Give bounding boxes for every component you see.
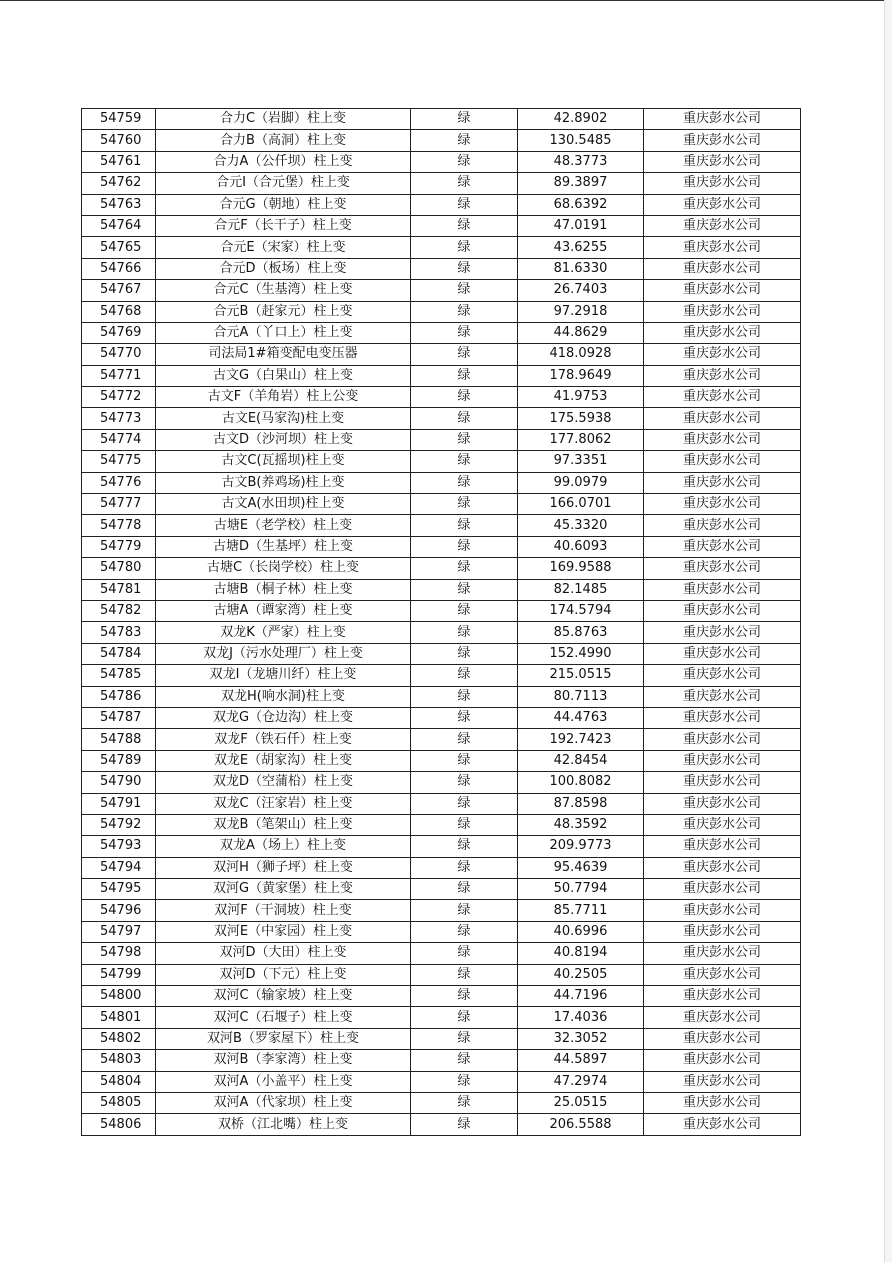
table-row <box>82 472 801 493</box>
cell-name: 古文G（白果山）柱上变 <box>156 365 411 386</box>
table-row <box>82 729 801 750</box>
cell-color: 绿 <box>411 387 518 408</box>
cell-value: 99.0979 <box>518 472 644 493</box>
cell-company: 重庆彭水公司 <box>644 515 801 536</box>
cell-value: 42.8454 <box>518 750 644 771</box>
cell-value: 97.2918 <box>518 301 644 322</box>
cell-color: 绿 <box>411 215 518 236</box>
cell-company: 重庆彭水公司 <box>644 1071 801 1092</box>
cell-name: 古塘B（桐子林）柱上变 <box>156 579 411 600</box>
cell-color: 绿 <box>411 151 518 172</box>
cell-id: 54763 <box>82 194 156 215</box>
table-row <box>82 322 801 343</box>
cell-color: 绿 <box>411 643 518 664</box>
cell-id: 54794 <box>82 857 156 878</box>
cell-id: 54780 <box>82 558 156 579</box>
cell-value: 209.9773 <box>518 836 644 857</box>
table-row <box>82 964 801 985</box>
table-row <box>82 986 801 1007</box>
table-row <box>82 387 801 408</box>
cell-name: 古塘A（谭家湾）柱上变 <box>156 600 411 621</box>
cell-id: 54800 <box>82 986 156 1007</box>
cell-company: 重庆彭水公司 <box>644 1028 801 1049</box>
cell-id: 54771 <box>82 365 156 386</box>
table-row <box>82 258 801 279</box>
cell-company: 重庆彭水公司 <box>644 729 801 750</box>
cell-company: 重庆彭水公司 <box>644 836 801 857</box>
cell-id: 54789 <box>82 750 156 771</box>
table-row <box>82 494 801 515</box>
cell-name: 合力C（岩脚）柱上变 <box>156 109 411 130</box>
cell-name: 双河A（代家坝）柱上变 <box>156 1092 411 1113</box>
cell-color: 绿 <box>411 173 518 194</box>
cell-id: 54768 <box>82 301 156 322</box>
cell-name: 古文E(马家沟)柱上变 <box>156 408 411 429</box>
cell-color: 绿 <box>411 109 518 130</box>
cell-value: 97.3351 <box>518 451 644 472</box>
table-row <box>82 515 801 536</box>
cell-name: 双龙C（汪家岩）柱上变 <box>156 793 411 814</box>
cell-value: 40.2505 <box>518 964 644 985</box>
cell-name: 古文C(瓦摇坝)柱上变 <box>156 451 411 472</box>
cell-name: 双河E（中家园）柱上变 <box>156 921 411 942</box>
cell-name: 合元I（合元堡）柱上变 <box>156 173 411 194</box>
cell-name: 合元A（丫口上）柱上变 <box>156 322 411 343</box>
cell-name: 合元F（长干子）柱上变 <box>156 215 411 236</box>
table-row <box>82 793 801 814</box>
cell-name: 双河G（黄家堡）柱上变 <box>156 879 411 900</box>
table-row <box>82 814 801 835</box>
cell-id: 54790 <box>82 772 156 793</box>
cell-id: 54792 <box>82 814 156 835</box>
cell-id: 54802 <box>82 1028 156 1049</box>
cell-value: 89.3897 <box>518 173 644 194</box>
cell-name: 合元E（宋家）柱上变 <box>156 237 411 258</box>
table-row <box>82 451 801 472</box>
cell-company: 重庆彭水公司 <box>644 1007 801 1028</box>
cell-company: 重庆彭水公司 <box>644 151 801 172</box>
cell-company: 重庆彭水公司 <box>644 301 801 322</box>
cell-id: 54793 <box>82 836 156 857</box>
table-row <box>82 686 801 707</box>
cell-color: 绿 <box>411 1114 518 1135</box>
cell-company: 重庆彭水公司 <box>644 686 801 707</box>
cell-company: 重庆彭水公司 <box>644 1050 801 1071</box>
table-row <box>82 943 801 964</box>
cell-color: 绿 <box>411 472 518 493</box>
cell-color: 绿 <box>411 986 518 1007</box>
cell-color: 绿 <box>411 280 518 301</box>
cell-value: 81.6330 <box>518 258 644 279</box>
table-row <box>82 536 801 557</box>
table-row <box>82 665 801 686</box>
table-row <box>82 707 801 728</box>
cell-company: 重庆彭水公司 <box>644 665 801 686</box>
cell-color: 绿 <box>411 600 518 621</box>
cell-name: 古塘D（生基坪）柱上变 <box>156 536 411 557</box>
table-row <box>82 643 801 664</box>
cell-value: 40.8194 <box>518 943 644 964</box>
table-row <box>82 365 801 386</box>
cell-color: 绿 <box>411 237 518 258</box>
cell-value: 178.9649 <box>518 365 644 386</box>
cell-color: 绿 <box>411 879 518 900</box>
cell-color: 绿 <box>411 686 518 707</box>
cell-company: 重庆彭水公司 <box>644 365 801 386</box>
cell-id: 54775 <box>82 451 156 472</box>
table-row <box>82 879 801 900</box>
table-row <box>82 1071 801 1092</box>
cell-value: 192.7423 <box>518 729 644 750</box>
cell-value: 45.3320 <box>518 515 644 536</box>
cell-id: 54791 <box>82 793 156 814</box>
cell-id: 54761 <box>82 151 156 172</box>
cell-value: 26.7403 <box>518 280 644 301</box>
cell-name: 古塘C（长岗学校）柱上变 <box>156 558 411 579</box>
cell-name: 双河C（输家坡）柱上变 <box>156 986 411 1007</box>
cell-id: 54796 <box>82 900 156 921</box>
cell-value: 82.1485 <box>518 579 644 600</box>
cell-id: 54776 <box>82 472 156 493</box>
table-row <box>82 280 801 301</box>
cell-color: 绿 <box>411 772 518 793</box>
cell-name: 双龙F（铁石仟）柱上变 <box>156 729 411 750</box>
cell-value: 80.7113 <box>518 686 644 707</box>
cell-name: 双河H（狮子坪）柱上变 <box>156 857 411 878</box>
cell-company: 重庆彭水公司 <box>644 814 801 835</box>
cell-color: 绿 <box>411 258 518 279</box>
cell-color: 绿 <box>411 665 518 686</box>
cell-company: 重庆彭水公司 <box>644 879 801 900</box>
cell-color: 绿 <box>411 921 518 942</box>
cell-id: 54766 <box>82 258 156 279</box>
cell-color: 绿 <box>411 408 518 429</box>
cell-name: 双龙D（空蒲柗）柱上变 <box>156 772 411 793</box>
cell-company: 重庆彭水公司 <box>644 194 801 215</box>
cell-color: 绿 <box>411 814 518 835</box>
cell-company: 重庆彭水公司 <box>644 793 801 814</box>
cell-id: 54759 <box>82 109 156 130</box>
cell-id: 54797 <box>82 921 156 942</box>
cell-company: 重庆彭水公司 <box>644 451 801 472</box>
cell-name: 古文D（沙河坝）柱上变 <box>156 429 411 450</box>
cell-value: 95.4639 <box>518 857 644 878</box>
cell-value: 42.8902 <box>518 109 644 130</box>
cell-color: 绿 <box>411 515 518 536</box>
cell-id: 54778 <box>82 515 156 536</box>
cell-company: 重庆彭水公司 <box>644 857 801 878</box>
cell-name: 古文A(水田坝)柱上变 <box>156 494 411 515</box>
cell-color: 绿 <box>411 194 518 215</box>
cell-id: 54803 <box>82 1050 156 1071</box>
cell-id: 54760 <box>82 130 156 151</box>
cell-value: 41.9753 <box>518 387 644 408</box>
cell-id: 54772 <box>82 387 156 408</box>
table-row <box>82 772 801 793</box>
cell-value: 25.0515 <box>518 1092 644 1113</box>
cell-color: 绿 <box>411 943 518 964</box>
cell-name: 双龙B（笔架山）柱上变 <box>156 814 411 835</box>
table-row <box>82 622 801 643</box>
cell-id: 54773 <box>82 408 156 429</box>
cell-name: 双龙G（仓边沟）柱上变 <box>156 707 411 728</box>
table-row <box>82 429 801 450</box>
cell-value: 47.0191 <box>518 215 644 236</box>
cell-value: 17.4036 <box>518 1007 644 1028</box>
cell-color: 绿 <box>411 729 518 750</box>
cell-value: 44.7196 <box>518 986 644 1007</box>
table-row <box>82 1114 801 1135</box>
cell-color: 绿 <box>411 900 518 921</box>
cell-value: 100.8082 <box>518 772 644 793</box>
cell-value: 177.8062 <box>518 429 644 450</box>
cell-value: 175.5938 <box>518 408 644 429</box>
cell-id: 54762 <box>82 173 156 194</box>
cell-color: 绿 <box>411 1007 518 1028</box>
cell-value: 166.0701 <box>518 494 644 515</box>
table-row <box>82 921 801 942</box>
cell-color: 绿 <box>411 964 518 985</box>
cell-id: 54784 <box>82 643 156 664</box>
table-row <box>82 857 801 878</box>
cell-company: 重庆彭水公司 <box>644 344 801 365</box>
table-body <box>82 109 801 1136</box>
cell-company: 重庆彭水公司 <box>644 494 801 515</box>
cell-company: 重庆彭水公司 <box>644 387 801 408</box>
cell-value: 174.5794 <box>518 600 644 621</box>
cell-name: 双河B（罗家屋下）柱上变 <box>156 1028 411 1049</box>
cell-value: 32.3052 <box>518 1028 644 1049</box>
cell-id: 54795 <box>82 879 156 900</box>
cell-company: 重庆彭水公司 <box>644 750 801 771</box>
cell-value: 44.8629 <box>518 322 644 343</box>
cell-value: 130.5485 <box>518 130 644 151</box>
cell-id: 54798 <box>82 943 156 964</box>
cell-color: 绿 <box>411 301 518 322</box>
cell-name: 合元D（板场）柱上变 <box>156 258 411 279</box>
page-top-border <box>0 0 892 1</box>
cell-company: 重庆彭水公司 <box>644 173 801 194</box>
table-row <box>82 558 801 579</box>
table-row <box>82 301 801 322</box>
cell-name: 双龙K（严家）柱上变 <box>156 622 411 643</box>
cell-name: 双河B（李家湾）柱上变 <box>156 1050 411 1071</box>
cell-value: 85.8763 <box>518 622 644 643</box>
cell-id: 54781 <box>82 579 156 600</box>
cell-company: 重庆彭水公司 <box>644 408 801 429</box>
cell-name: 合元B（赶家元）柱上变 <box>156 301 411 322</box>
table-row <box>82 750 801 771</box>
cell-name: 双桥（江北嘴）柱上变 <box>156 1114 411 1135</box>
cell-company: 重庆彭水公司 <box>644 964 801 985</box>
cell-company: 重庆彭水公司 <box>644 280 801 301</box>
cell-name: 合力B（高洞）柱上变 <box>156 130 411 151</box>
cell-id: 54804 <box>82 1071 156 1092</box>
cell-company: 重庆彭水公司 <box>644 707 801 728</box>
cell-value: 87.8598 <box>518 793 644 814</box>
cell-company: 重庆彭水公司 <box>644 921 801 942</box>
cell-company: 重庆彭水公司 <box>644 643 801 664</box>
cell-name: 古文B(养鸡场)柱上变 <box>156 472 411 493</box>
cell-color: 绿 <box>411 707 518 728</box>
cell-id: 54774 <box>82 429 156 450</box>
table-row <box>82 109 801 130</box>
cell-value: 152.4990 <box>518 643 644 664</box>
cell-company: 重庆彭水公司 <box>644 237 801 258</box>
cell-name: 双河F（干洞坡）柱上变 <box>156 900 411 921</box>
cell-value: 215.0515 <box>518 665 644 686</box>
table-row <box>82 900 801 921</box>
cell-value: 206.5588 <box>518 1114 644 1135</box>
cell-color: 绿 <box>411 750 518 771</box>
cell-id: 54767 <box>82 280 156 301</box>
cell-color: 绿 <box>411 1028 518 1049</box>
cell-id: 54777 <box>82 494 156 515</box>
cell-color: 绿 <box>411 536 518 557</box>
cell-id: 54769 <box>82 322 156 343</box>
cell-company: 重庆彭水公司 <box>644 772 801 793</box>
cell-color: 绿 <box>411 322 518 343</box>
cell-name: 古文F（羊角岩）柱上公变 <box>156 387 411 408</box>
cell-value: 48.3773 <box>518 151 644 172</box>
table-row <box>82 600 801 621</box>
cell-name: 合元C（生基湾）柱上变 <box>156 280 411 301</box>
table-row <box>82 237 801 258</box>
cell-value: 40.6093 <box>518 536 644 557</box>
cell-color: 绿 <box>411 451 518 472</box>
cell-id: 54779 <box>82 536 156 557</box>
cell-name: 双河A（小盖平）柱上变 <box>156 1071 411 1092</box>
cell-name: 合元G（朝地）柱上变 <box>156 194 411 215</box>
cell-color: 绿 <box>411 429 518 450</box>
cell-color: 绿 <box>411 344 518 365</box>
cell-value: 85.7711 <box>518 900 644 921</box>
table-row <box>82 344 801 365</box>
cell-company: 重庆彭水公司 <box>644 600 801 621</box>
cell-id: 54785 <box>82 665 156 686</box>
cell-value: 47.2974 <box>518 1071 644 1092</box>
cell-name: 合力A（公仟坝）柱上变 <box>156 151 411 172</box>
cell-value: 48.3592 <box>518 814 644 835</box>
cell-color: 绿 <box>411 857 518 878</box>
cell-company: 重庆彭水公司 <box>644 1114 801 1135</box>
page-right-edge <box>884 0 892 1262</box>
cell-company: 重庆彭水公司 <box>644 130 801 151</box>
cell-color: 绿 <box>411 579 518 600</box>
table-row <box>82 215 801 236</box>
table-row <box>82 408 801 429</box>
cell-value: 44.4763 <box>518 707 644 728</box>
table-row <box>82 1007 801 1028</box>
table-row <box>82 173 801 194</box>
cell-name: 双龙A（场上）柱上变 <box>156 836 411 857</box>
cell-name: 双龙J（污水处理厂）柱上变 <box>156 643 411 664</box>
cell-id: 54801 <box>82 1007 156 1028</box>
cell-company: 重庆彭水公司 <box>644 622 801 643</box>
cell-color: 绿 <box>411 1092 518 1113</box>
cell-company: 重庆彭水公司 <box>644 1092 801 1113</box>
cell-color: 绿 <box>411 365 518 386</box>
table-row <box>82 194 801 215</box>
cell-id: 54805 <box>82 1092 156 1113</box>
cell-color: 绿 <box>411 622 518 643</box>
table-row <box>82 579 801 600</box>
cell-value: 43.6255 <box>518 237 644 258</box>
cell-company: 重庆彭水公司 <box>644 322 801 343</box>
cell-value: 169.9588 <box>518 558 644 579</box>
table-row <box>82 1092 801 1113</box>
cell-company: 重庆彭水公司 <box>644 900 801 921</box>
cell-color: 绿 <box>411 793 518 814</box>
cell-value: 418.0928 <box>518 344 644 365</box>
cell-company: 重庆彭水公司 <box>644 472 801 493</box>
cell-name: 古塘E（老学校）柱上变 <box>156 515 411 536</box>
cell-id: 54788 <box>82 729 156 750</box>
cell-value: 44.5897 <box>518 1050 644 1071</box>
cell-value: 40.6996 <box>518 921 644 942</box>
cell-color: 绿 <box>411 836 518 857</box>
cell-name: 司法局1#箱变配电变压器 <box>156 344 411 365</box>
transformer-table <box>81 108 801 1136</box>
cell-id: 54787 <box>82 707 156 728</box>
cell-company: 重庆彭水公司 <box>644 558 801 579</box>
cell-company: 重庆彭水公司 <box>644 109 801 130</box>
cell-id: 54786 <box>82 686 156 707</box>
cell-id: 54782 <box>82 600 156 621</box>
cell-id: 54799 <box>82 964 156 985</box>
cell-company: 重庆彭水公司 <box>644 429 801 450</box>
cell-company: 重庆彭水公司 <box>644 986 801 1007</box>
cell-id: 54783 <box>82 622 156 643</box>
cell-id: 54806 <box>82 1114 156 1135</box>
table-row <box>82 836 801 857</box>
cell-color: 绿 <box>411 558 518 579</box>
table-row <box>82 151 801 172</box>
cell-color: 绿 <box>411 494 518 515</box>
cell-company: 重庆彭水公司 <box>644 943 801 964</box>
table-row <box>82 1050 801 1071</box>
cell-color: 绿 <box>411 1050 518 1071</box>
cell-name: 双龙H(响水洞)柱上变 <box>156 686 411 707</box>
cell-value: 68.6392 <box>518 194 644 215</box>
cell-company: 重庆彭水公司 <box>644 258 801 279</box>
cell-company: 重庆彭水公司 <box>644 536 801 557</box>
cell-name: 双龙E（胡家沟）柱上变 <box>156 750 411 771</box>
cell-name: 双河D（大田）柱上变 <box>156 943 411 964</box>
cell-company: 重庆彭水公司 <box>644 215 801 236</box>
cell-color: 绿 <box>411 130 518 151</box>
cell-color: 绿 <box>411 1071 518 1092</box>
cell-value: 50.7794 <box>518 879 644 900</box>
cell-id: 54770 <box>82 344 156 365</box>
table-row <box>82 130 801 151</box>
cell-company: 重庆彭水公司 <box>644 579 801 600</box>
cell-name: 双河D（下元）柱上变 <box>156 964 411 985</box>
table-row <box>82 1028 801 1049</box>
cell-id: 54765 <box>82 237 156 258</box>
cell-name: 双龙I（龙塘川纤）柱上变 <box>156 665 411 686</box>
cell-id: 54764 <box>82 215 156 236</box>
cell-name: 双河C（石堰子）柱上变 <box>156 1007 411 1028</box>
